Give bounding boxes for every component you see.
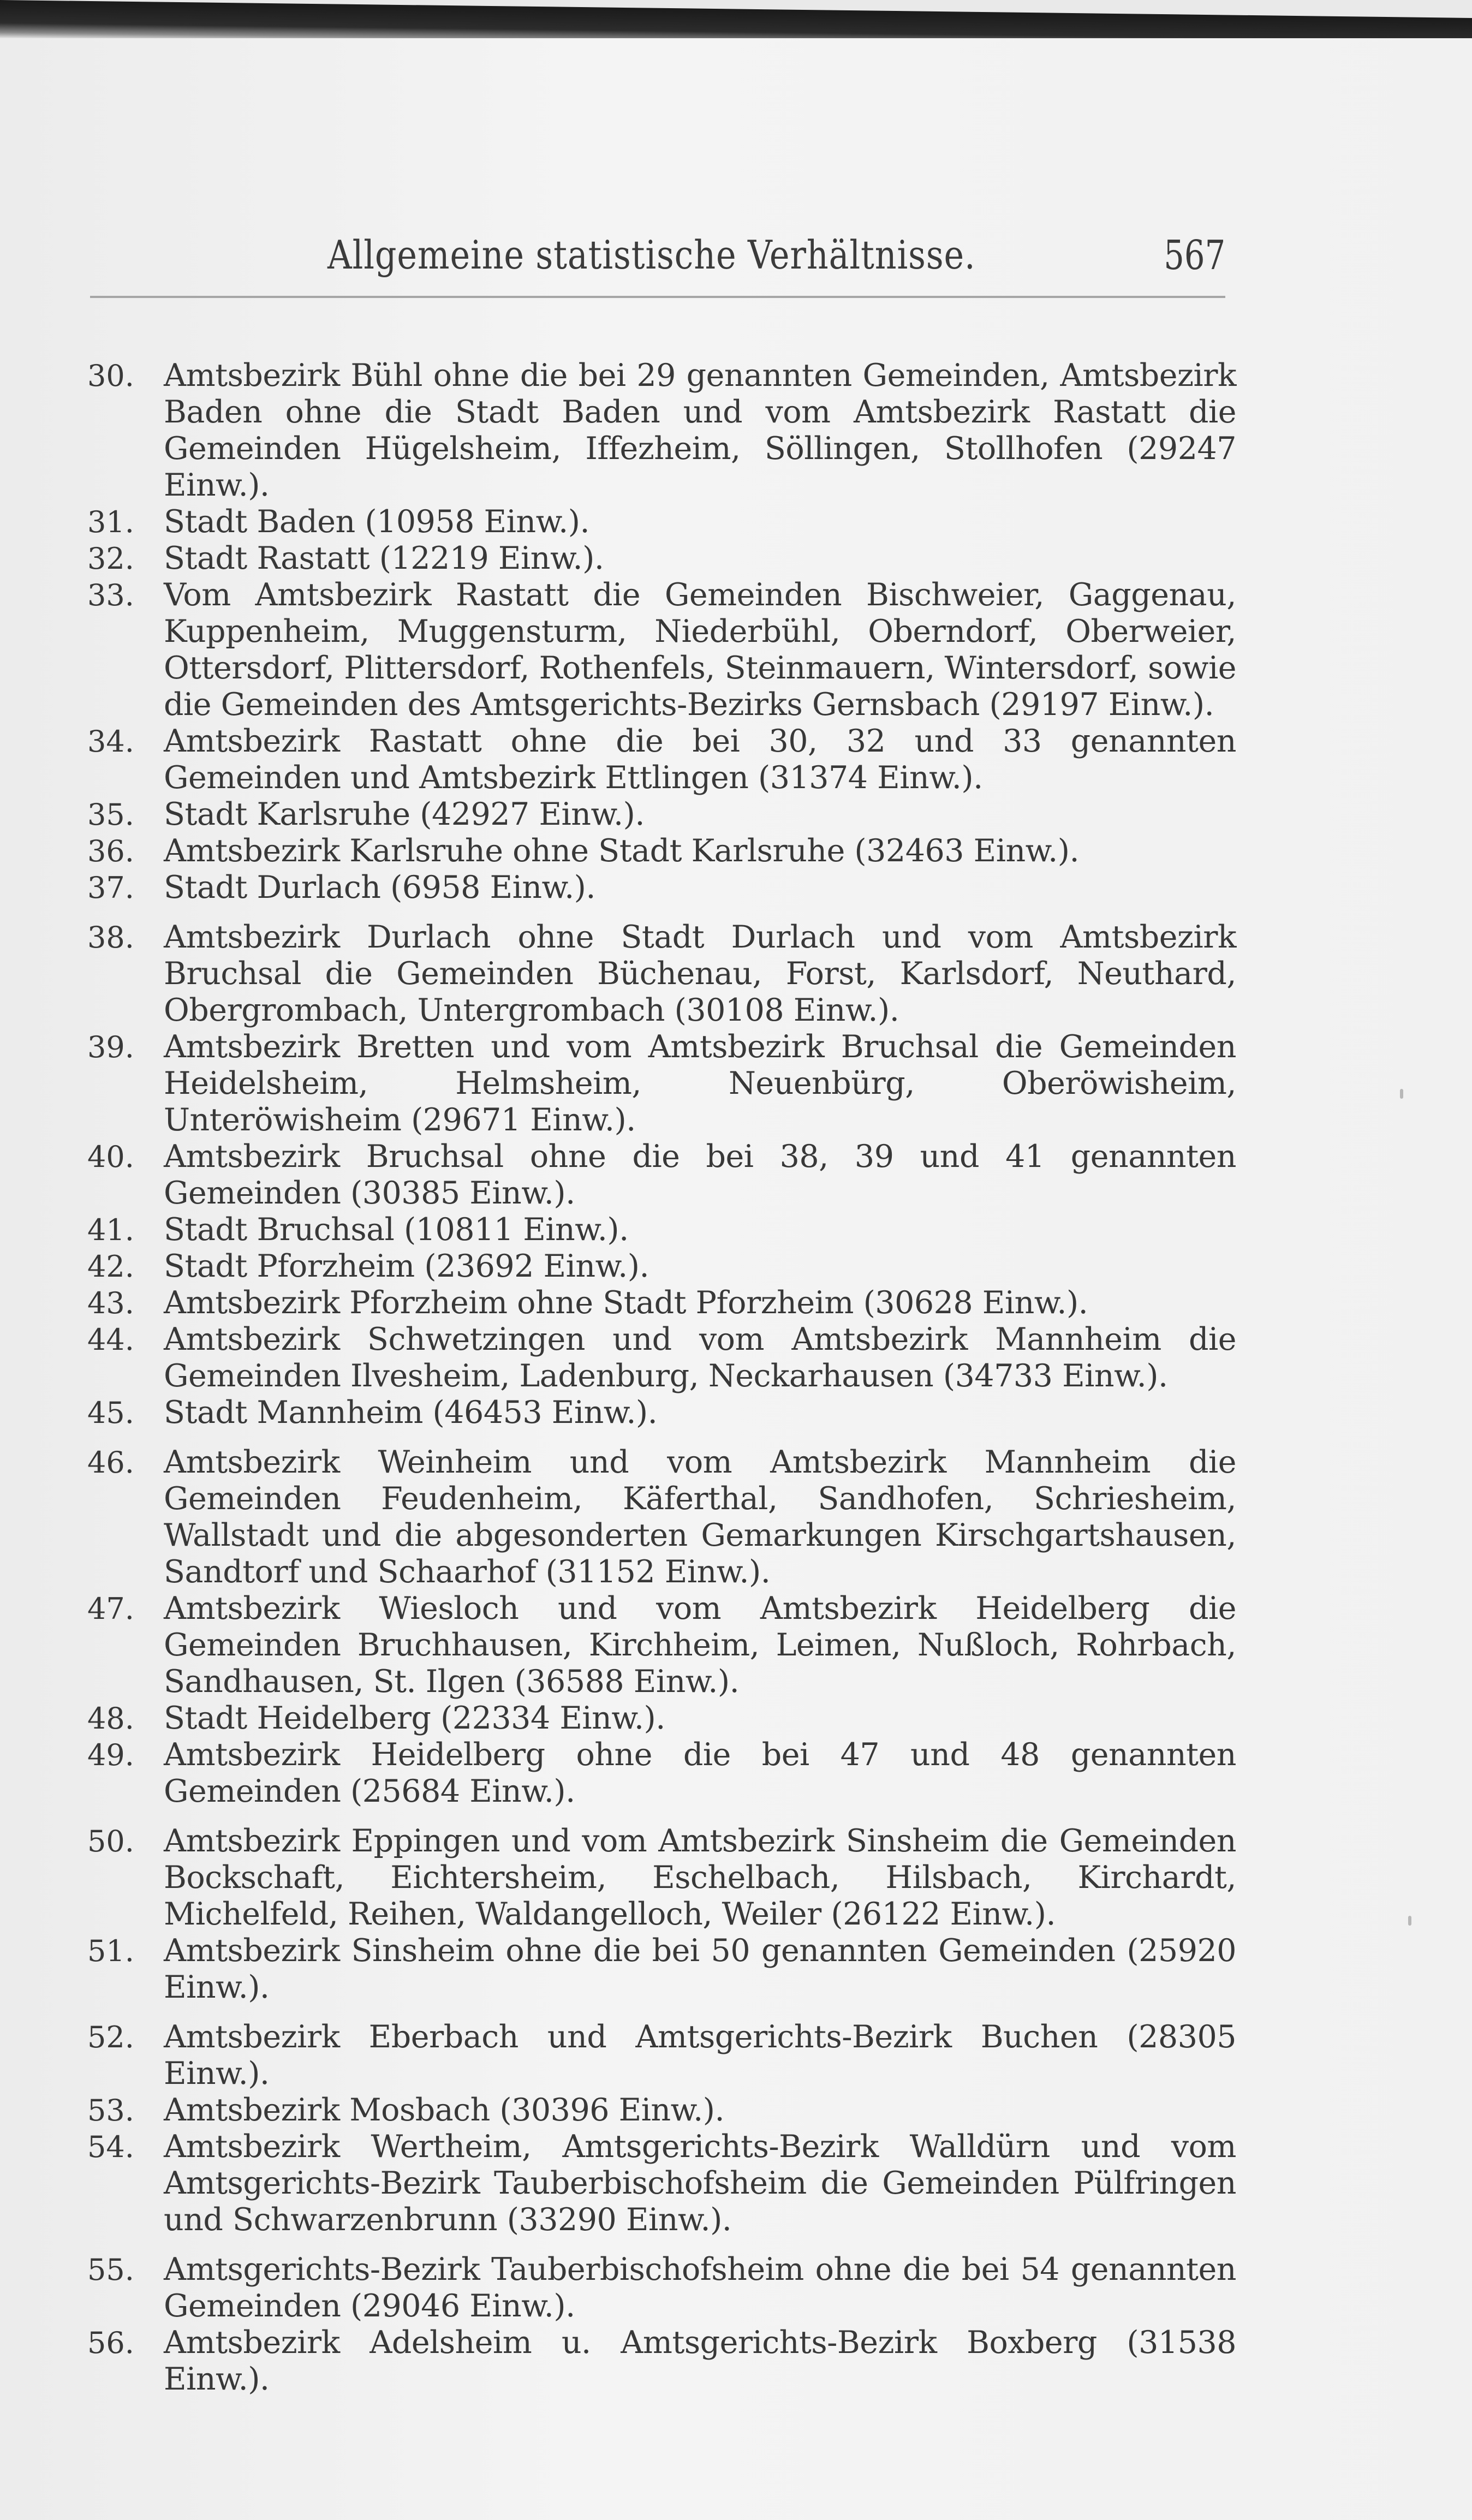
list-item [87, 1444, 1236, 1590]
entry-text: Stadt Heidelberg (22334 Einw.). [164, 1700, 665, 1736]
entry-text: Stadt Bruchsal (10811 Einw.). [164, 1212, 629, 1248]
list-item [87, 1029, 1236, 1139]
list-item [87, 1321, 1236, 1395]
entry-number: 44. [87, 1322, 134, 1357]
entry-number: 39. [87, 1030, 134, 1064]
entry-number: 34. [87, 724, 134, 759]
entry-text: Amtsbezirk Sinsheim ohne die bei 50 genannten Gemeinden (25920 Einw.). [164, 1933, 1236, 2005]
entry-text: Vom Amtsbezirk Rastatt die Gemeinden Bischweier, Gaggenau, Kuppenheim, Muggensturm, Niederbühl, Oberndorf, Oberweier, Ottersdorf, Plittersdorf, Rothenfels, Steinmauern, Wintersdorf, sowie die Gemeinden des Amtsgerichts-Bezirks Gernsbach (29197 Einw.). [164, 577, 1236, 723]
list-item [87, 919, 1236, 1029]
list-item [87, 1285, 1236, 1321]
entry-number: 46. [87, 1445, 134, 1480]
list-item [87, 1700, 1236, 1737]
entry-number: 37. [87, 871, 134, 905]
list-item [87, 540, 1236, 577]
entry-text: Stadt Rastatt (12219 Einw.). [164, 540, 604, 576]
entry-number: 45. [87, 1396, 134, 1430]
list-item [87, 1212, 1236, 1248]
list-item [87, 1823, 1236, 1933]
page-number: 567 [1164, 232, 1225, 279]
list-item [87, 723, 1236, 796]
entry-number: 52. [87, 2020, 134, 2054]
entry-number: 56. [87, 2326, 134, 2360]
entry-text: Stadt Karlsruhe (42927 Einw.). [164, 796, 645, 832]
entry-text: Amtsgerichts-Bezirk Tauberbischofsheim ohne die bei 54 genannten Gemeinden (29046 Einw.). [164, 2251, 1236, 2324]
list-item [87, 2251, 1236, 2325]
entry-number: 41. [87, 1213, 134, 1247]
entry-text: Amtsbezirk Durlach ohne Stadt Durlach und vom Amtsbezirk Bruchsal die Gemeinden Büchenau, Forst, Karlsdorf, Neuthard, Obergrombach, Untergrombach (30108 Einw.). [164, 919, 1236, 1028]
entry-number: 43. [87, 1286, 134, 1320]
entry-number: 50. [87, 1824, 134, 1858]
list-item [87, 577, 1236, 723]
list-item [87, 1933, 1236, 2006]
list-item [87, 358, 1236, 504]
list-item [87, 1248, 1236, 1285]
entry-text: Amtsbezirk Mosbach (30396 Einw.). [164, 2092, 725, 2128]
running-head [327, 232, 1225, 292]
scan-speck [1408, 1916, 1411, 1926]
scan-speck [1400, 1089, 1403, 1099]
entry-text: Amtsbezirk Karlsruhe ohne Stadt Karlsruhe (32463 Einw.). [164, 833, 1080, 869]
entry-number: 38. [87, 920, 134, 955]
entry-number: 30. [87, 359, 134, 393]
entry-text: Amtsbezirk Wiesloch und vom Amtsbezirk Heidelberg die Gemeinden Bruchhausen, Kirchheim, Leimen, Nußloch, Rohrbach, Sandhausen, St. Ilgen (36588 Einw.). [164, 1590, 1236, 1700]
list-item [87, 1590, 1236, 1700]
list-item [87, 833, 1236, 869]
entry-text: Stadt Durlach (6958 Einw.). [164, 869, 596, 905]
entry-text: Amtsbezirk Eberbach und Amtsgerichts-Bezirk Buchen (28305 Einw.). [164, 2019, 1236, 2092]
list-item [87, 869, 1236, 906]
entry-number: 53. [87, 2093, 134, 2128]
entry-text: Amtsbezirk Eppingen und vom Amtsbezirk Sinsheim die Gemeinden Bockschaft, Eichtersheim, Eschelbach, Hilsbach, Kirchardt, Michelfeld, Reihen, Waldangelloch, Weiler (26122 Einw.). [164, 1823, 1236, 1932]
entry-text: Stadt Pforzheim (23692 Einw.). [164, 1248, 649, 1284]
entry-text: Amtsbezirk Weinheim und vom Amtsbezirk Mannheim die Gemeinden Feudenheim, Käferthal, Sandhofen, Schriesheim, Wallstadt und die abgesonderten Gemarkungen Kirschgartshausen, Sandtorf und Schaarhof (31152 Einw.). [164, 1444, 1236, 1590]
entry-text: Stadt Mannheim (46453 Einw.). [164, 1395, 658, 1431]
entry-text: Amtsbezirk Adelsheim u. Amtsgerichts-Bezirk Boxberg (31538 Einw.). [164, 2325, 1236, 2397]
entry-number: 33. [87, 578, 134, 612]
entry-text: Amtsbezirk Rastatt ohne die bei 30, 32 und 33 genannten Gemeinden und Amtsbezirk Ettlingen (31374 Einw.). [164, 723, 1236, 796]
list-item [87, 504, 1236, 540]
entry-text: Amtsbezirk Wertheim, Amtsgerichts-Bezirk Walldürn und vom Amtsgerichts-Bezirk Tauberbischofsheim die Gemeinden Pülfringen und Schwarzenbrunn (33290 Einw.). [164, 2129, 1236, 2238]
entry-number: 47. [87, 1592, 134, 1626]
entry-text: Amtsbezirk Heidelberg ohne die bei 47 und 48 genannten Gemeinden (25684 Einw.). [164, 1737, 1236, 1809]
entry-number: 36. [87, 834, 134, 868]
list-item [87, 2092, 1236, 2129]
list-item [87, 1737, 1236, 1810]
entry-number: 42. [87, 1249, 134, 1284]
district-list [87, 358, 1236, 2398]
entry-number: 55. [87, 2253, 134, 2287]
list-item [87, 1395, 1236, 1431]
entry-text: Stadt Baden (10958 Einw.). [164, 504, 590, 540]
entry-number: 40. [87, 1140, 134, 1174]
entry-number: 49. [87, 1738, 134, 1772]
list-item [87, 1139, 1236, 1212]
entry-number: 51. [87, 1934, 134, 1968]
entry-text: Amtsbezirk Pforzheim ohne Stadt Pforzheim (30628 Einw.). [164, 1285, 1088, 1321]
running-title: Allgemeine statistische Verhältnisse. [327, 232, 976, 278]
entry-text: Amtsbezirk Schwetzingen und vom Amtsbezirk Mannheim die Gemeinden Ilvesheim, Ladenburg, Neckarhausen (34733 Einw.). [164, 1321, 1236, 1394]
entry-number: 35. [87, 797, 134, 832]
entry-text: Amtsbezirk Bühl ohne die bei 29 genannten Gemeinden, Amtsbezirk Baden ohne die Stadt Baden und vom Amtsbezirk Rastatt die Gemeinden Hügelsheim, Iffezheim, Söllingen, Stollhofen (29247 Einw.). [164, 358, 1236, 503]
book-page [0, 38, 1472, 2520]
list-item [87, 2129, 1236, 2238]
entry-number: 32. [87, 541, 134, 576]
header-rule [90, 296, 1225, 298]
list-item [87, 796, 1236, 833]
list-item [87, 2325, 1236, 2398]
entry-number: 54. [87, 2130, 134, 2164]
entry-text: Amtsbezirk Bruchsal ohne die bei 38, 39 und 41 genannten Gemeinden (30385 Einw.). [164, 1139, 1236, 1211]
entry-number: 48. [87, 1701, 134, 1736]
entry-number: 31. [87, 505, 134, 539]
entry-text: Amtsbezirk Bretten und vom Amtsbezirk Bruchsal die Gemeinden Heidelsheim, Helmsheim, Neuenbürg, Oberöwisheim, Unteröwisheim (29671 Einw.). [164, 1029, 1236, 1138]
list-item [87, 2019, 1236, 2092]
